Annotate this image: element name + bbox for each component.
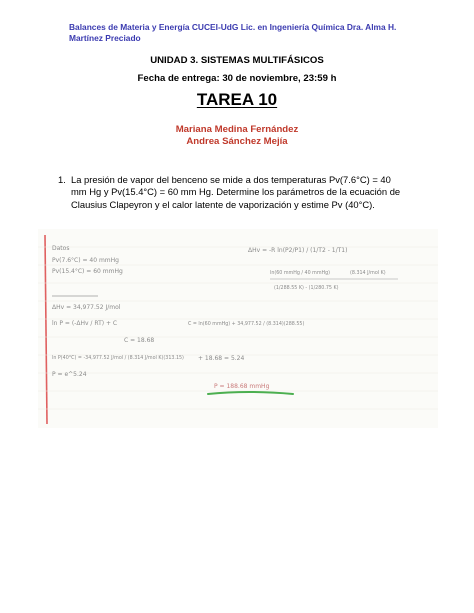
hw-p-result: P = 188.68 mmHg — [214, 383, 270, 390]
margin-line — [45, 235, 47, 424]
hw-lnp-plus: + 18.68 = 5.24 — [198, 355, 245, 362]
highlight-underline — [208, 392, 293, 394]
question-1 — [58, 174, 401, 211]
hw-dhv-sub-c: (1/288.55 K) - (1/280.75 K) — [274, 286, 339, 291]
hw-dhv-sub-a: ln(60 mmHg / 40 mmHg) — [270, 271, 331, 276]
hw-lnp-calc: ln P(40°C) = -34,977.52 J/mol / (8.314 J/mol K)(313.15) — [52, 356, 184, 361]
task-title: TAREA 10 — [196, 90, 278, 109]
hw-c-result: C = 18.68 — [124, 337, 155, 344]
document-header: Balances de Materia y Energía CUCEI-UdG Lic. en Ingeniería Química Dra. Alma H. Martínez Preciado — [69, 22, 397, 43]
hw-dhv-formula: ΔHv = -R ln(P2/P1) / (1/T2 - 1/T1) — [248, 247, 348, 254]
hw-c-eq: C = ln(60 mmHg) + 34,977.52 / (8.314)(288.55) — [188, 322, 305, 327]
author-1: Mariana Medina Fernández — [175, 124, 299, 135]
hw-dhv-sub-b: (8.314 J/mol K) — [350, 271, 386, 276]
unit-title: UNIDAD 3. SISTEMAS MULTIFÁSICOS — [150, 55, 324, 66]
hw-dhv-result: ΔHv = 34,977.52 J/mol — [52, 304, 121, 311]
hw-pv1: Pv(7.6°C) = 40 mmHg — [52, 257, 119, 264]
authors — [0, 124, 474, 148]
question-number: 1. — [58, 174, 66, 185]
question-text: La presión de vapor del benceno se mide a dos temperaturas Pv(7.6°C) = 40 mm Hg y Pv(15.4°C) = 60 mm Hg. Determine los parámetros de la ecuación de Clausius Clapeyron y el calor latente de vaporización y estime Pv (40°C). — [71, 174, 401, 210]
hw-p-exp: P = e^5.24 — [52, 371, 87, 378]
author-2: Andrea Sánchez Mejía — [186, 136, 288, 147]
handwritten-solution-scan — [38, 229, 438, 428]
due-date: Fecha de entrega: 30 de noviembre, 23:59 h — [137, 73, 337, 84]
hw-datos: Datos — [52, 245, 70, 252]
hw-pv2: Pv(15.4°C) = 60 mmHg — [52, 268, 123, 275]
hw-ln-p-eq: ln P = (-ΔHv / RT) + C — [52, 320, 118, 327]
handwriting-svg — [38, 229, 438, 428]
